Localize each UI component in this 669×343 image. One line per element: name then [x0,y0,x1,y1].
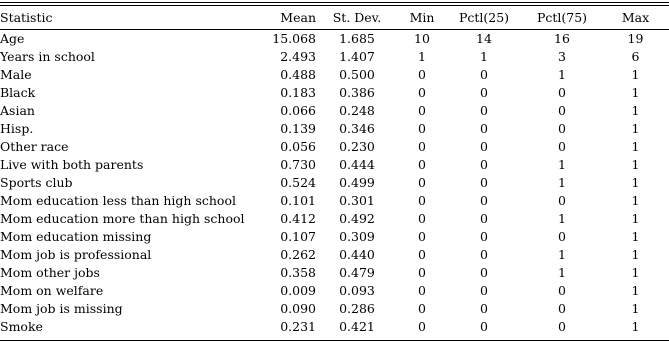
cell-pctl-75: 0 [558,103,566,118]
cell-st-dev: 1.685 [339,31,375,46]
cell-pctl-25: 0 [480,319,488,334]
header-min: Min [409,9,435,25]
table-row [0,66,669,84]
cell-mean: 0.488 [280,67,316,82]
table-row [0,246,669,264]
cell-max: 1 [631,211,640,226]
cell-st-dev: 0.093 [339,283,375,298]
cell-st-dev: 1.407 [339,49,375,64]
cell-mean: 0.524 [280,175,316,190]
cell-min: 0 [418,157,426,172]
cell-pctl-25: 0 [480,67,488,82]
cell-max: 6 [631,49,640,64]
cell-pctl-25: 0 [480,157,488,172]
cell-max: 1 [631,229,640,244]
cell-mean: 0.231 [280,319,316,334]
header-rule [0,29,669,30]
cell-statistic: Sports club [0,175,73,190]
cell-pctl-75: 0 [558,193,566,208]
cell-max: 19 [627,31,644,46]
cell-statistic: Mom job is missing [0,301,123,316]
cell-st-dev: 0.346 [339,121,375,136]
cell-min: 0 [418,211,426,226]
cell-pctl-25: 0 [480,103,488,118]
cell-max: 1 [631,247,640,262]
cell-min: 0 [418,103,426,118]
cell-statistic: Asian [0,103,35,118]
cell-statistic: Mom job is professional [0,247,152,262]
cell-pctl-25: 0 [480,85,488,100]
cell-pctl-25: 0 [480,229,488,244]
cell-statistic: Mom education more than high school [0,211,245,226]
cell-pctl-75: 1 [558,211,566,226]
cell-min: 0 [418,229,426,244]
cell-mean: 0.262 [280,247,316,262]
cell-st-dev: 0.301 [339,193,375,208]
cell-max: 1 [631,139,640,154]
cell-statistic: Live with both parents [0,157,144,172]
cell-max: 1 [631,175,640,190]
table-row [0,282,669,300]
cell-st-dev: 0.479 [339,265,375,280]
summary-statistics-table [0,6,669,336]
cell-pctl-25: 0 [480,211,488,226]
cell-mean: 0.009 [280,283,316,298]
cell-pctl-25: 1 [480,49,488,64]
cell-min: 0 [418,67,426,82]
cell-pctl-25: 14 [476,31,492,46]
table-row [0,102,669,120]
cell-st-dev: 0.248 [339,103,375,118]
table-row [0,228,669,246]
header-statistic: Statistic [0,9,53,25]
table-row [0,84,669,102]
header-mean: Mean [280,9,316,25]
cell-mean: 0.412 [280,211,316,226]
cell-statistic: Age [0,31,25,46]
cell-pctl-25: 0 [480,283,488,298]
cell-pctl-75: 0 [558,85,566,100]
cell-st-dev: 0.230 [339,139,375,154]
header-pctl-75: Pctl(75) [536,9,588,25]
cell-max: 1 [631,85,640,100]
cell-statistic: Hisp. [0,121,34,136]
cell-max: 1 [631,121,640,136]
cell-st-dev: 0.492 [339,211,375,226]
table-row [0,264,669,282]
cell-statistic: Male [0,67,32,82]
cell-mean: 0.066 [280,103,316,118]
cell-mean: 15.068 [272,31,316,46]
cell-statistic: Mom on welfare [0,283,104,298]
header-row [0,6,669,29]
cell-mean: 0.183 [280,85,316,100]
cell-st-dev: 0.500 [339,67,375,82]
table-row [0,210,669,228]
cell-statistic: Mom education less than high school [0,193,236,208]
cell-pctl-75: 1 [558,265,566,280]
table-row [0,174,669,192]
cell-min: 10 [414,31,430,46]
cell-pctl-75: 0 [558,301,566,316]
cell-min: 0 [418,301,426,316]
cell-max: 1 [631,283,640,298]
cell-st-dev: 0.309 [339,229,375,244]
cell-mean: 0.730 [280,157,316,172]
cell-mean: 0.056 [280,139,316,154]
cell-pctl-75: 0 [558,139,566,154]
top-double-rule-upper [0,2,669,3]
cell-min: 0 [418,139,426,154]
cell-pctl-25: 0 [480,301,488,316]
cell-min: 0 [418,193,426,208]
cell-min: 0 [418,121,426,136]
cell-mean: 0.139 [280,121,316,136]
cell-statistic: Black [0,85,36,100]
table-row [0,300,669,318]
cell-pctl-75: 1 [558,67,566,82]
header-pctl-25: Pctl(25) [458,9,510,25]
cell-pctl-25: 0 [480,265,488,280]
cell-pctl-75: 0 [558,121,566,136]
cell-min: 1 [418,49,426,64]
cell-pctl-25: 0 [480,121,488,136]
cell-st-dev: 0.386 [339,85,375,100]
table-body [0,29,669,336]
cell-st-dev: 0.286 [339,301,375,316]
cell-pctl-75: 1 [558,157,566,172]
cell-pctl-75: 1 [558,247,566,262]
cell-st-dev: 0.440 [339,247,375,262]
cell-st-dev: 0.421 [339,319,375,334]
table-row [0,48,669,66]
cell-max: 1 [631,301,640,316]
cell-min: 0 [418,319,426,334]
cell-min: 0 [418,85,426,100]
cell-max: 1 [631,67,640,82]
cell-mean: 0.107 [280,229,316,244]
cell-statistic: Smoke [0,319,43,334]
cell-mean: 0.101 [280,193,316,208]
cell-pctl-25: 0 [480,193,488,208]
cell-statistic: Years in school [0,49,95,64]
cell-mean: 0.358 [280,265,316,280]
header-st-dev: St. Dev. [332,9,382,25]
cell-min: 0 [418,265,426,280]
cell-max: 1 [631,193,640,208]
table-row [0,120,669,138]
cell-pctl-75: 0 [558,229,566,244]
cell-pctl-25: 0 [480,247,488,262]
cell-statistic: Other race [0,139,69,154]
table-row [0,156,669,174]
cell-min: 0 [418,283,426,298]
cell-pctl-75: 1 [558,175,566,190]
table-header [0,6,669,29]
cell-max: 1 [631,265,640,280]
cell-pctl-25: 0 [480,139,488,154]
cell-mean: 0.090 [280,301,316,316]
table-row [0,318,669,336]
table-row [0,192,669,210]
table-row [0,138,669,156]
bottom-rule [0,340,669,341]
cell-pctl-75: 16 [554,31,570,46]
cell-mean: 2.493 [280,49,316,64]
cell-pctl-75: 0 [558,283,566,298]
cell-pctl-25: 0 [480,175,488,190]
cell-pctl-75: 3 [558,49,566,64]
cell-max: 1 [631,319,640,334]
cell-st-dev: 0.499 [339,175,375,190]
cell-statistic: Mom education missing [0,229,152,244]
cell-min: 0 [418,247,426,262]
cell-statistic: Mom other jobs [0,265,100,280]
cell-st-dev: 0.444 [339,157,375,172]
cell-min: 0 [418,175,426,190]
cell-pctl-75: 0 [558,319,566,334]
cell-max: 1 [631,157,640,172]
table-row [0,29,669,48]
header-max: Max [621,9,650,25]
cell-max: 1 [631,103,640,118]
